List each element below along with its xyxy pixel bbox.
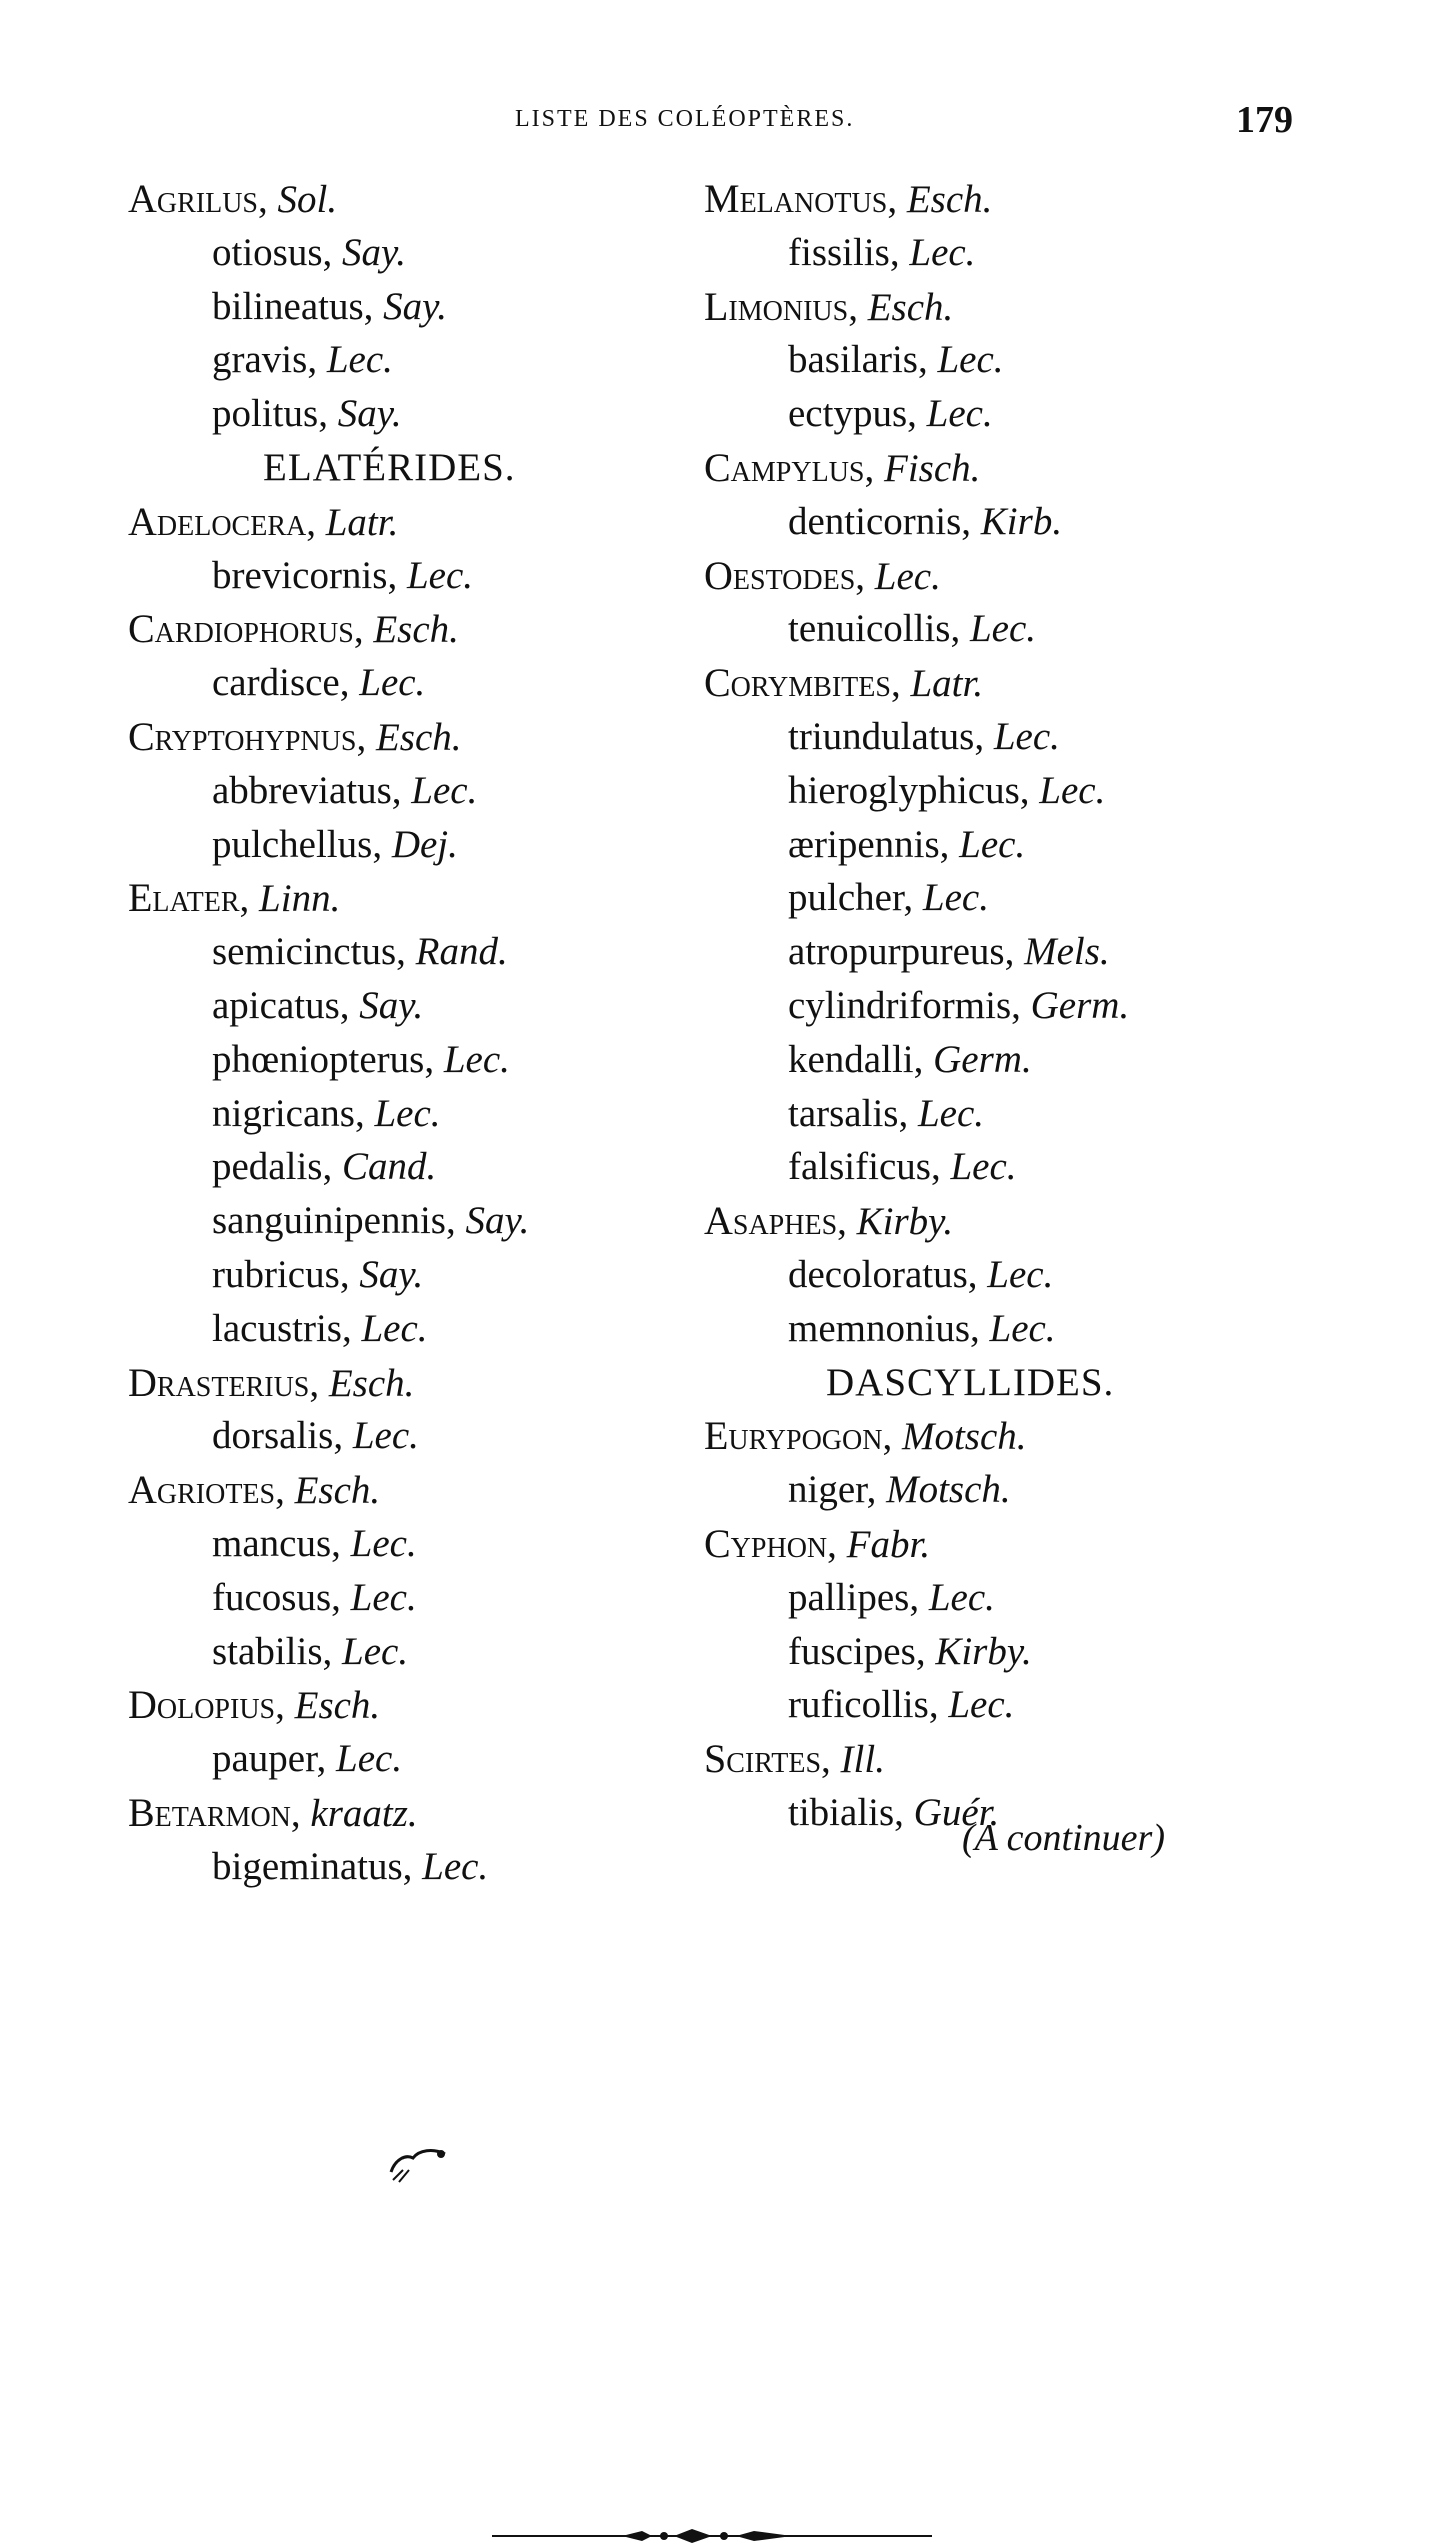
species-entry: kendalli, Germ.: [788, 1037, 1032, 1081]
species-entry: semicinctus, Rand.: [212, 930, 508, 974]
author-name: Sol.: [277, 178, 338, 221]
genus-name: Adelocera: [128, 498, 307, 544]
species-name: nigricans: [212, 1091, 355, 1135]
species-entry: cardisce, Lec.: [212, 661, 426, 705]
species-name: cylindriformis: [788, 983, 1012, 1027]
author-name: Say.: [359, 1252, 424, 1296]
species-name: hieroglyphicus: [788, 768, 1020, 812]
genus-name: Agrilus: [128, 176, 259, 221]
species-name: fuscipes: [788, 1629, 916, 1673]
author-name: Kirby.: [935, 1629, 1032, 1673]
species-entry: niger, Motsch.: [788, 1468, 1011, 1512]
genus-entry: Agrilus, Sol.: [128, 176, 338, 221]
author-name: Lec.: [422, 1844, 489, 1888]
author-name: Esch.: [294, 1469, 381, 1513]
species-name: tarsalis: [788, 1091, 899, 1135]
species-name: niger: [788, 1468, 867, 1512]
species-entry: atropurpureus, Mels.: [788, 930, 1110, 974]
species-entry: pauper, Lec.: [212, 1737, 403, 1781]
species-name: falsificus: [788, 1145, 931, 1189]
species-entry: ectypus, Lec.: [788, 392, 993, 436]
species-name: pauper: [212, 1737, 317, 1781]
species-entry: pedalis, Cand.: [212, 1145, 437, 1189]
genus-name: Elater: [128, 875, 240, 921]
author-name: Lec.: [374, 1091, 441, 1135]
genus-name: Cryptohypnus: [128, 713, 357, 759]
author-name: Motsch.: [901, 1415, 1027, 1459]
printer-mark-icon: [383, 2140, 453, 2190]
genus-entry: Corymbites, Latr.: [704, 660, 984, 706]
species-name: tenuicollis: [788, 607, 951, 651]
species-entry: ruficollis, Lec.: [788, 1683, 1015, 1727]
species-name: pulchellus: [212, 822, 373, 866]
species-entry: mancus, Lec.: [212, 1521, 417, 1565]
species-entry: cylindriformis, Germ.: [788, 983, 1130, 1027]
author-name: Lec.: [917, 1091, 985, 1135]
genus-entry: Adelocera, Latr.: [128, 498, 399, 544]
species-name: pulcher: [788, 876, 904, 920]
author-name: Say.: [465, 1199, 530, 1243]
genus-name: Dolopius: [128, 1682, 276, 1728]
species-name: ectypus: [788, 392, 908, 436]
species-entry: decoloratus, Lec.: [788, 1252, 1054, 1296]
genus-name: Scirtes: [704, 1736, 822, 1782]
species-name: stabilis: [212, 1629, 323, 1673]
author-name: Linn.: [259, 877, 341, 921]
genus-name: Campylus: [704, 444, 865, 490]
genus-entry: Campylus, Fisch.: [704, 444, 981, 490]
species-entry: tarsalis, Lec.: [788, 1091, 985, 1135]
genus-entry: Limonius, Esch.: [704, 283, 954, 329]
genus-name: Cyphon: [704, 1520, 828, 1566]
species-name: lacustris: [212, 1306, 342, 1350]
species-name: pallipes: [788, 1575, 910, 1619]
right-column: [704, 172, 1264, 1840]
species-entry: bilineatus, Say.: [212, 284, 448, 328]
species-entry: phœniopterus, Lec.: [212, 1037, 510, 1081]
author-name: Latr.: [910, 662, 984, 706]
species-entry: gravis, Lec.: [212, 338, 393, 382]
family-heading: DASCYLLIDES.: [826, 1360, 1115, 1404]
author-name: Lec.: [342, 1629, 409, 1673]
species-entry: memnonius, Lec.: [788, 1306, 1056, 1350]
species-name: mancus: [212, 1521, 332, 1565]
species-name: æripennis: [788, 822, 940, 866]
species-name: basilaris: [788, 338, 918, 382]
species-entry: hieroglyphicus, Lec.: [788, 768, 1106, 812]
species-name: semicinctus: [212, 930, 397, 974]
species-name: kendalli: [788, 1037, 914, 1081]
species-name: rubricus: [212, 1252, 340, 1296]
author-name: Lec.: [948, 1683, 1015, 1727]
genus-name: Agriotes: [128, 1467, 276, 1513]
species-name: tibialis: [788, 1790, 895, 1834]
genus-entry: Elater, Linn.: [128, 875, 341, 921]
species-name: bigeminatus: [212, 1844, 403, 1888]
author-name: Lec.: [922, 876, 989, 920]
author-name: Esch.: [373, 608, 459, 652]
author-name: Motsch.: [886, 1468, 1011, 1512]
species-name: triundulatus: [788, 714, 975, 758]
species-name: gravis: [212, 338, 308, 382]
author-name: Esch.: [328, 1361, 415, 1405]
species-entry: nigricans, Lec.: [212, 1091, 441, 1135]
species-name: fucosus: [212, 1575, 332, 1619]
species-entry: basilaris, Lec.: [788, 338, 1004, 382]
author-name: Say.: [337, 392, 402, 436]
species-name: denticornis: [788, 499, 962, 543]
author-name: Lec.: [993, 714, 1060, 758]
author-name: Lec.: [987, 1252, 1054, 1296]
author-name: Rand.: [415, 930, 508, 974]
author-name: Lec.: [909, 230, 976, 274]
author-name: Lec.: [411, 768, 478, 812]
author-name: Lec.: [1039, 768, 1106, 812]
author-name: Esch.: [906, 178, 993, 221]
species-name: pedalis: [212, 1145, 323, 1189]
genus-name: Oestodes: [704, 552, 856, 598]
species-name: politus: [212, 392, 319, 436]
author-name: Fisch.: [884, 446, 981, 490]
species-entry: bigeminatus, Lec.: [212, 1844, 489, 1888]
author-name: Lec.: [959, 822, 1026, 866]
continuation-note: (A continuer): [962, 1817, 1165, 1859]
genus-entry: Scirtes, Ill.: [704, 1736, 885, 1782]
author-name: Say.: [383, 284, 448, 328]
author-name: Guér.: [913, 1790, 1000, 1834]
genus-name: Asaphes: [704, 1198, 838, 1244]
author-name: Germ.: [1030, 983, 1130, 1027]
species-entry: fucosus, Lec.: [212, 1575, 417, 1619]
species-name: apicatus: [212, 983, 340, 1027]
page-number: 179: [1236, 99, 1293, 141]
genus-entry: Cyphon, Fabr.: [704, 1520, 931, 1566]
author-name: Lec.: [874, 554, 941, 598]
genus-entry: Drasterius, Esch.: [128, 1359, 415, 1405]
author-name: Lec.: [443, 1037, 510, 1081]
author-name: Kirby.: [856, 1200, 954, 1244]
author-name: Lec.: [350, 1575, 417, 1619]
species-name: brevicornis: [212, 553, 388, 597]
author-name: Latr.: [325, 500, 399, 544]
author-name: Lec.: [937, 338, 1004, 382]
author-name: Lec.: [950, 1145, 1017, 1189]
species-entry: brevicornis, Lec.: [212, 553, 474, 597]
genus-entry: Agriotes, Esch.: [128, 1467, 381, 1513]
author-name: Esch.: [375, 715, 462, 759]
species-name: memnonius: [788, 1306, 970, 1350]
author-name: Lec.: [926, 392, 993, 436]
author-name: Dej.: [391, 822, 458, 866]
author-name: Lec.: [989, 1306, 1056, 1350]
author-name: Ill.: [840, 1738, 885, 1782]
genus-name: Limonius: [704, 283, 849, 329]
species-entry: fissilis, Lec.: [788, 230, 976, 274]
author-name: Lec.: [406, 553, 474, 597]
running-header: LISTE DES COLÉOPTÈRES.: [515, 106, 855, 132]
genus-entry: Melanotus, Esch.: [704, 176, 993, 221]
author-name: Lec.: [361, 1306, 428, 1350]
author-name: Kirb.: [980, 499, 1063, 543]
genus-entry: Oestodes, Lec.: [704, 552, 941, 598]
species-entry: denticornis, Kirb.: [788, 499, 1063, 543]
left-column: [128, 172, 688, 1894]
species-entry: lacustris, Lec.: [212, 1306, 428, 1350]
author-name: Lec.: [326, 338, 393, 382]
species-entry: sanguinipennis, Say.: [212, 1199, 530, 1243]
species-name: otiosus: [212, 230, 323, 274]
author-name: kraatz.: [310, 1791, 418, 1835]
species-name: decoloratus: [788, 1252, 968, 1296]
species-name: sanguinipennis: [212, 1199, 446, 1243]
genus-entry: Eurypogon, Motsch.: [704, 1413, 1027, 1459]
species-entry: æripennis, Lec.: [788, 822, 1026, 866]
species-name: dorsalis: [212, 1414, 334, 1458]
genus-name: Melanotus: [704, 176, 888, 221]
species-entry: fuscipes, Kirby.: [788, 1629, 1032, 1673]
genus-name: Eurypogon: [704, 1413, 883, 1459]
species-name: atropurpureus: [788, 930, 1005, 974]
species-entry: abbreviatus, Lec.: [212, 768, 478, 812]
species-entry: apicatus, Say.: [212, 983, 424, 1027]
species-entry: pulchellus, Dej.: [212, 822, 458, 866]
species-entry: dorsalis, Lec.: [212, 1414, 419, 1458]
species-entry: triundulatus, Lec.: [788, 714, 1060, 758]
species-entry: tibialis, Guér.: [788, 1790, 1000, 1834]
species-name: phœniopterus: [212, 1037, 425, 1081]
genus-name: Drasterius: [128, 1359, 310, 1405]
author-name: Cand.: [341, 1145, 437, 1189]
genus-entry: Cardiophorus, Esch.: [128, 606, 459, 652]
species-entry: stabilis, Lec.: [212, 1629, 409, 1673]
author-name: Say.: [359, 983, 424, 1027]
author-name: Lec.: [336, 1737, 403, 1781]
species-name: abbreviatus: [212, 768, 392, 812]
species-name: ruficollis: [788, 1683, 929, 1727]
author-name: Mels.: [1024, 930, 1110, 974]
species-entry: pulcher, Lec.: [788, 876, 989, 920]
species-entry: politus, Say.: [212, 392, 402, 436]
author-name: Esch.: [867, 285, 954, 329]
species-entry: falsificus, Lec.: [788, 1145, 1017, 1189]
genus-entry: Dolopius, Esch.: [128, 1682, 381, 1728]
author-name: Fabr.: [846, 1522, 931, 1566]
species-entry: pallipes, Lec.: [788, 1575, 995, 1619]
species-name: fissilis: [788, 230, 890, 274]
author-name: Germ.: [933, 1037, 1032, 1081]
author-name: Say.: [342, 230, 406, 274]
author-name: Lec.: [350, 1521, 417, 1565]
species-name: cardisce: [212, 661, 340, 705]
genus-name: Betarmon: [128, 1789, 291, 1835]
species-entry: rubricus, Say.: [212, 1252, 424, 1296]
genus-entry: Betarmon, kraatz.: [128, 1789, 418, 1835]
genus-entry: Asaphes, Kirby.: [704, 1198, 954, 1244]
author-name: Lec.: [359, 661, 426, 705]
species-entry: otiosus, Say.: [212, 230, 406, 274]
author-name: Lec.: [352, 1414, 419, 1458]
author-name: Lec.: [928, 1575, 995, 1619]
species-name: bilineatus: [212, 284, 364, 328]
genus-name: Cardiophorus: [128, 606, 354, 652]
author-name: Esch.: [294, 1684, 381, 1728]
genus-entry: Cryptohypnus, Esch.: [128, 713, 462, 759]
ornament-divider: [492, 2524, 942, 2548]
species-entry: tenuicollis, Lec.: [788, 607, 1037, 651]
family-heading: ELATÉRIDES.: [263, 445, 516, 489]
author-name: Lec.: [969, 607, 1037, 651]
genus-name: Corymbites: [704, 660, 891, 706]
